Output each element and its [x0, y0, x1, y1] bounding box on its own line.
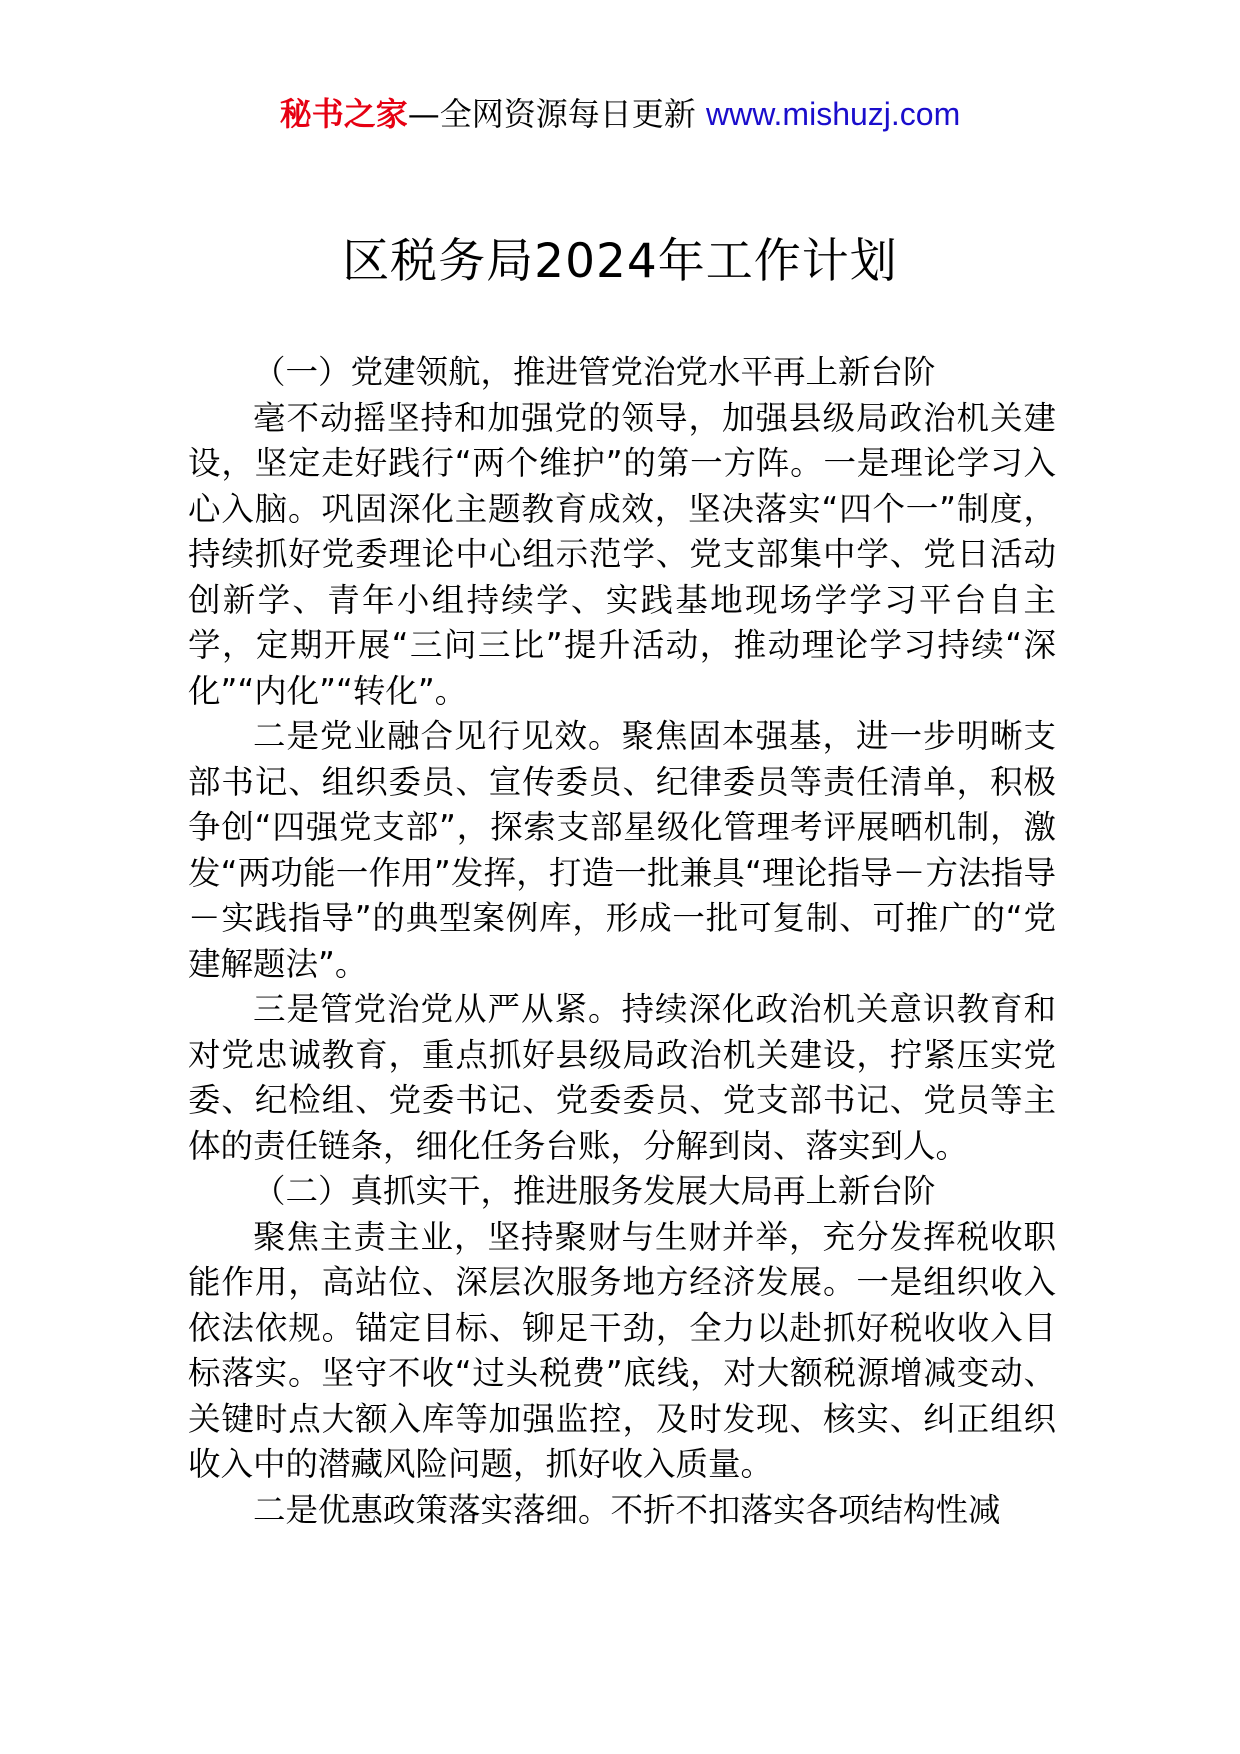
site-header	[0, 92, 1240, 136]
document-title: 区税务局2024年工作计划	[342, 234, 898, 289]
body-paragraph: 聚焦主责主业，坚持聚财与生财并举，充分发挥税收职能作用，高站位、深层次服务地方经济发展。一是组织收入依法依规。锚定目标、铆足干劲，全力以赴抓好税收收入目标落实。坚守不收“过头税费”底线，对大额税源增减变动、关键时点大额入库等加强监控，及时发现、核实、纠正组织收入中的潜藏风险问题，抓好收入质量。	[188, 1217, 1056, 1483]
header-slogan: —全网资源每日更新	[407, 95, 696, 133]
section-heading-2: （二）真抓实干，推进服务发展大局再上新台阶	[253, 1172, 936, 1210]
body-paragraph: 三是管党治党从严从紧。持续深化政治机关意识教育和对党忠诚教育，重点抓好县级局政治机关建设，拧紧压实党委、纪检组、党委书记、党委委员、党支部书记、党员等主体的责任链条，细化任务台账，分解到岗、落实到人。	[188, 990, 1056, 1165]
brand-name: 秘书之家	[279, 95, 408, 133]
document-body	[188, 350, 1056, 1533]
body-paragraph: 毫不动摇坚持和加强党的领导，加强县级局政治机关建设，坚定走好践行“两个维护”的第一方阵。一是理论学习入心入脑。巩固深化主题教育成效，坚决落实“四个一”制度，持续抓好党委理论中心组示范学、党支部集中学、党日活动创新学、青年小组持续学、实践基地现场学学习平台自主学，定期开展“三问三比”提升活动，推动理论学习持续“深化”“内化”“转化”。	[188, 398, 1056, 710]
body-paragraph: 二是党业融合见行见效。聚焦固本强基，进一步明晰支部书记、组织委员、宣传委员、纪律委员等责任清单，积极争创“四强党支部”，探索支部星级化管理考评展晒机制，激发“两功能一作用”发挥，打造一批兼具“理论指导－方法指导－实践指导”的典型案例库，形成一批可复制、可推广的“党建解题法”。	[188, 717, 1056, 983]
section-heading-1: （一）党建领航，推进管党治党水平再上新台阶	[253, 353, 936, 391]
site-url-link[interactable]: www.mishuzj.com	[705, 96, 961, 132]
body-paragraph: 二是优惠政策落实落细。不折不扣落实各项结构性减	[253, 1490, 1001, 1529]
